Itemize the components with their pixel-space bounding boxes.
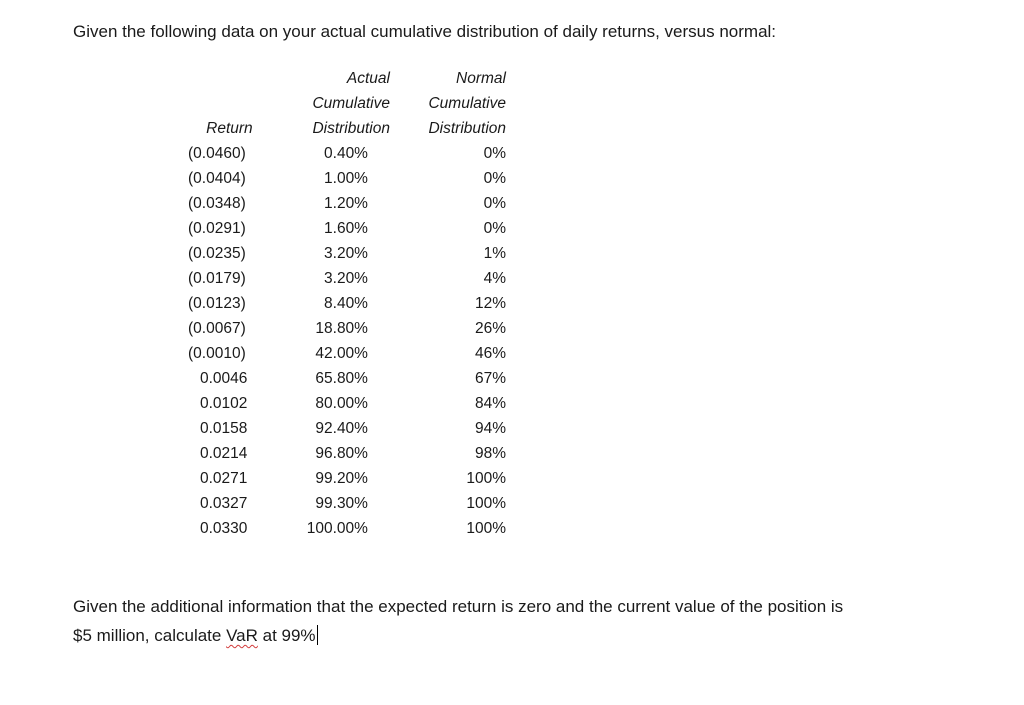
cell-actual: 1.60% xyxy=(324,220,368,237)
header-normal-line1: Normal xyxy=(456,70,506,87)
header-return-blank-1 xyxy=(180,66,277,91)
cell-normal: 4% xyxy=(483,270,506,287)
table-row xyxy=(180,416,510,441)
cell-actual: 0.40% xyxy=(324,145,368,162)
cell-normal: 98% xyxy=(474,445,506,462)
table-row xyxy=(180,441,510,466)
header-normal-line2: Cumulative xyxy=(428,95,506,112)
cell-actual: 80.00% xyxy=(315,395,368,412)
question-line2-start: $5 million, calculate xyxy=(73,626,227,645)
header-actual-line3: Distribution xyxy=(312,120,390,137)
cell-return: 0.0330 xyxy=(200,520,248,537)
cell-return: (0.0348) xyxy=(188,195,246,212)
cell-actual: 99.30% xyxy=(315,495,368,512)
cell-return: 0.0102 xyxy=(200,395,248,412)
header-return-blank-2 xyxy=(180,91,277,116)
cell-normal: 0% xyxy=(483,170,506,187)
cell-normal: 100% xyxy=(466,495,506,512)
cell-return: (0.0010) xyxy=(188,345,246,362)
cell-actual: 42.00% xyxy=(315,345,368,362)
spellcheck-flagged-word[interactable]: VaR xyxy=(226,626,258,645)
cell-normal: 0% xyxy=(483,195,506,212)
header-actual-line2: Cumulative xyxy=(312,95,390,112)
cell-return: (0.0067) xyxy=(188,320,246,337)
cell-normal: 0% xyxy=(483,145,506,162)
text-cursor xyxy=(317,625,318,645)
table-row xyxy=(180,466,510,491)
cell-normal: 100% xyxy=(466,520,506,537)
header-row-3 xyxy=(180,116,510,141)
cell-normal: 67% xyxy=(474,370,506,387)
cell-return: (0.0404) xyxy=(188,170,246,187)
cell-return: 0.0214 xyxy=(200,445,248,462)
header-row-2 xyxy=(180,91,510,116)
header-actual-line1: Actual xyxy=(346,70,390,87)
cell-normal: 100% xyxy=(466,470,506,487)
table-row xyxy=(180,291,510,316)
cell-return: (0.0123) xyxy=(188,295,246,312)
question-line1: Given the additional information that the expected return is zero and the current value of the position is xyxy=(73,597,844,616)
cell-actual: 18.80% xyxy=(315,320,368,337)
cell-actual: 3.20% xyxy=(324,245,368,262)
header-normal-line3: Distribution xyxy=(428,120,506,137)
header-row-1 xyxy=(180,66,510,91)
cell-normal: 0% xyxy=(483,220,506,237)
cell-return: (0.0235) xyxy=(188,245,246,262)
header-return: Return xyxy=(206,120,253,137)
cell-normal: 94% xyxy=(474,420,506,437)
table-row xyxy=(180,516,510,541)
cell-return: (0.0291) xyxy=(188,220,246,237)
cell-return: 0.0271 xyxy=(200,470,248,487)
table-row xyxy=(180,266,510,291)
table-row xyxy=(180,216,510,241)
question-paragraph xyxy=(73,592,973,650)
question-line2-end: at 99% xyxy=(257,626,316,645)
intro-paragraph: Given the following data on your actual cumulative distribution of daily returns, versus normal: xyxy=(73,22,777,41)
table-row xyxy=(180,316,510,341)
distribution-table xyxy=(180,66,510,541)
cell-actual: 99.20% xyxy=(315,470,368,487)
cell-return: (0.0179) xyxy=(188,270,246,287)
cell-normal: 12% xyxy=(474,295,506,312)
table-row xyxy=(180,141,510,166)
table-row xyxy=(180,391,510,416)
table-row xyxy=(180,491,510,516)
table-row xyxy=(180,241,510,266)
cell-actual: 1.00% xyxy=(324,170,368,187)
table-row xyxy=(180,366,510,391)
table-body xyxy=(180,141,510,541)
cell-normal: 46% xyxy=(474,345,506,362)
cell-actual: 65.80% xyxy=(315,370,368,387)
table-row xyxy=(180,191,510,216)
cell-return: 0.0327 xyxy=(200,495,248,512)
cell-actual: 8.40% xyxy=(324,295,368,312)
cell-actual: 3.20% xyxy=(324,270,368,287)
cell-actual: 1.20% xyxy=(324,195,368,212)
cell-normal: 84% xyxy=(474,395,506,412)
cell-return: 0.0046 xyxy=(200,370,248,387)
cell-actual: 100.00% xyxy=(306,520,368,537)
table-row xyxy=(180,166,510,191)
cell-actual: 96.80% xyxy=(315,445,368,462)
cell-normal: 26% xyxy=(474,320,506,337)
cell-return: (0.0460) xyxy=(188,145,246,162)
cell-normal: 1% xyxy=(483,245,506,262)
cell-actual: 92.40% xyxy=(315,420,368,437)
table-header xyxy=(180,66,510,141)
cell-return: 0.0158 xyxy=(200,420,248,437)
table-row xyxy=(180,341,510,366)
